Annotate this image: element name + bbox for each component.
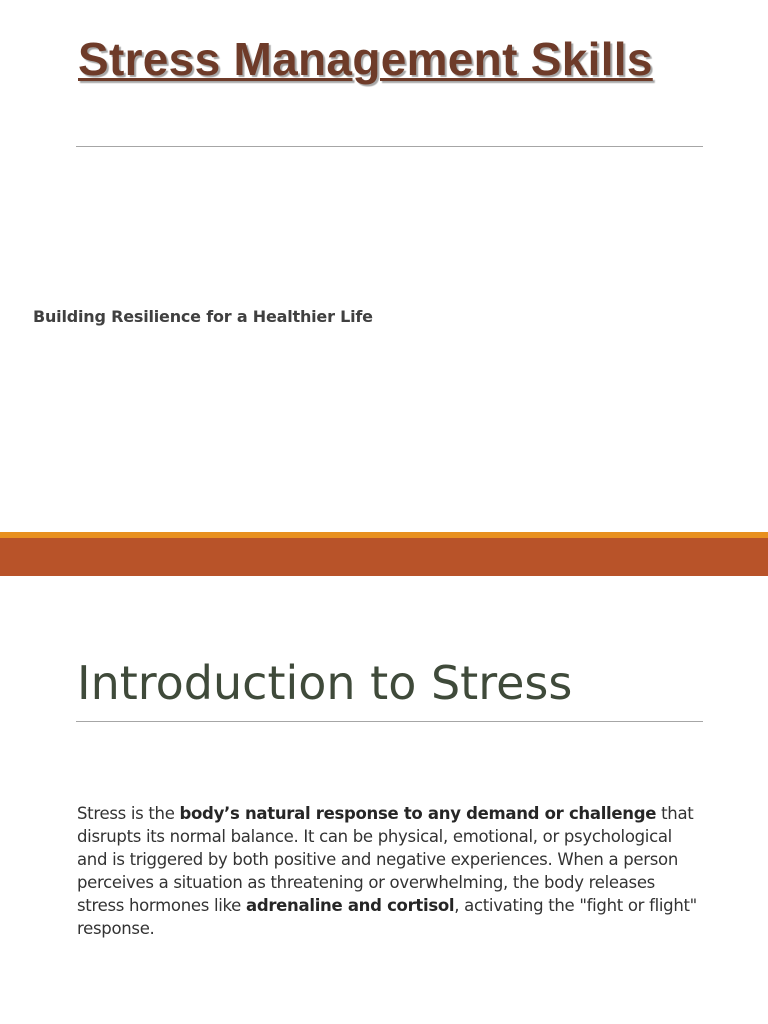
body-emphasis: adrenaline and cortisol bbox=[245, 896, 455, 915]
body-text-part: that disrupts its normal balance. It can be physical, emotional, or psychological and is triggered by both positive and negative experiences. When a person perceives a situation as threatening or overwhelming, the body releases stress hormones like bbox=[77, 804, 694, 915]
body-paragraph bbox=[77, 802, 702, 940]
slide-subtitle: Building Resilience for a Healthier Life bbox=[33, 307, 373, 326]
heading-divider bbox=[76, 721, 703, 722]
body-text-part: , activating the "fight or flight" response. bbox=[77, 896, 697, 938]
title-divider bbox=[76, 146, 703, 147]
body-emphasis: body’s natural response to any demand or challenge bbox=[179, 804, 657, 823]
body-text-part: Stress is the bbox=[77, 804, 180, 823]
section-heading: Introduction to Stress bbox=[77, 656, 573, 710]
slide-title-heading: Stress Management Skills bbox=[78, 33, 653, 85]
slide-separator-band bbox=[0, 538, 768, 576]
slide-introduction bbox=[0, 576, 768, 1024]
